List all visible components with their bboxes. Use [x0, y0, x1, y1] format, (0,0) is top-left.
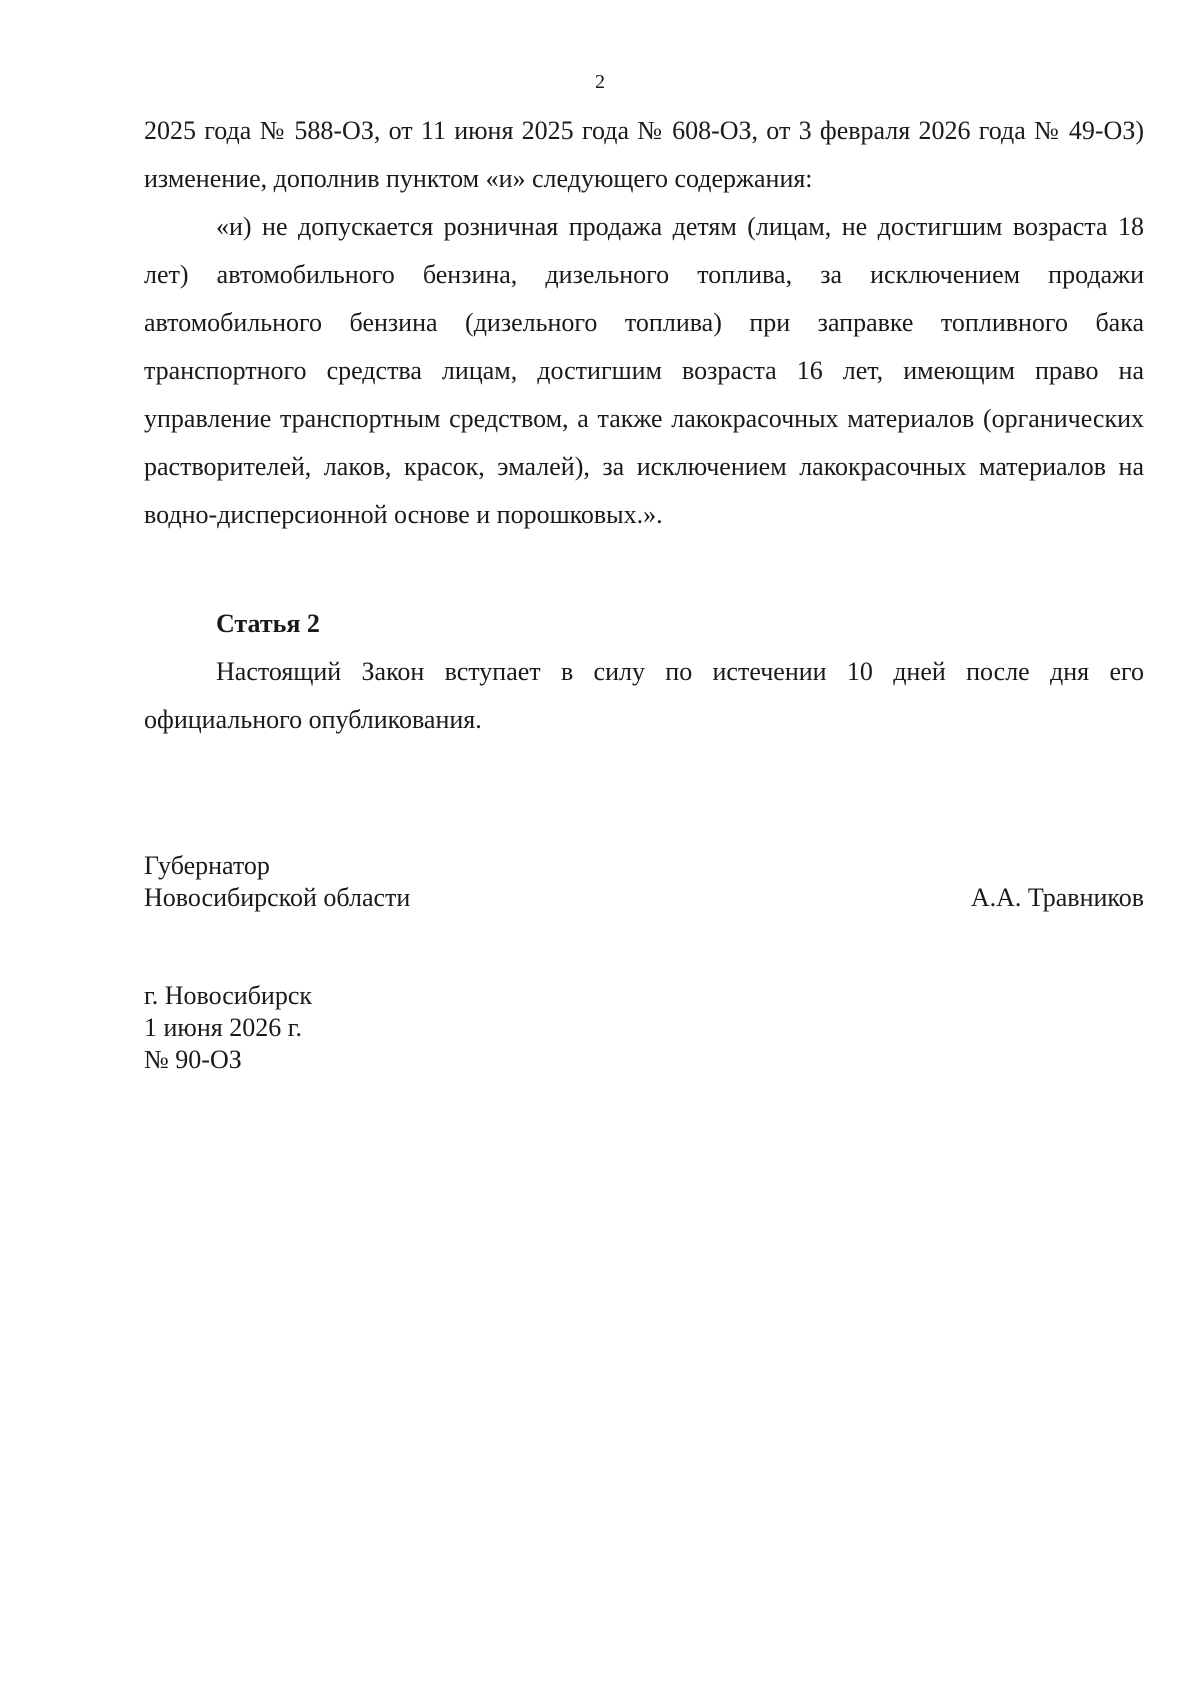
law-number: № 90-ОЗ	[144, 1045, 242, 1074]
signatory-title-line1: Губернатор	[144, 851, 270, 880]
law-date: 1 июня 2026 г.	[144, 1013, 302, 1042]
article2-heading: Статья 2	[216, 609, 320, 638]
city: г. Новосибирск	[144, 981, 313, 1010]
signature-block	[144, 850, 1144, 914]
signatory-title-line2: Новосибирской области	[144, 883, 411, 912]
signatory-name: А.А. Травников	[970, 883, 1144, 912]
article2-section	[144, 600, 1144, 744]
article2-text: Настоящий Закон вступает в силу по истечении 10 дней после дня его официального опубликования.	[144, 657, 1144, 734]
clause-i-paragraph: «и) не допускается розничная продажа детям (лицам, не достигшим возраста 18 лет) автомобильного бензина, дизельного топлива, за исключением продажи автомобильного бензина (дизельного топлива) при заправке топливного бака транспортного средства лицам, достигшим возраста 16 лет, имеющим право на управление транспортным средством, а также лакокрасочных материалов (органических растворителей, лаков, красок, эмалей), за исключением лакокрасочных материалов на водно-дисперсионной основе и порошковых.».	[144, 212, 1144, 529]
place-date-number	[144, 980, 312, 1076]
article1-continuation	[144, 107, 1144, 539]
amendment-paragraph: 2025 года № 588-ОЗ, от 11 июня 2025 года № 608-ОЗ, от 3 февраля 2026 года № 49-ОЗ) изменение, дополнив пунктом «и» следующего содержания:	[144, 116, 1144, 193]
page-number: 2	[595, 71, 605, 93]
